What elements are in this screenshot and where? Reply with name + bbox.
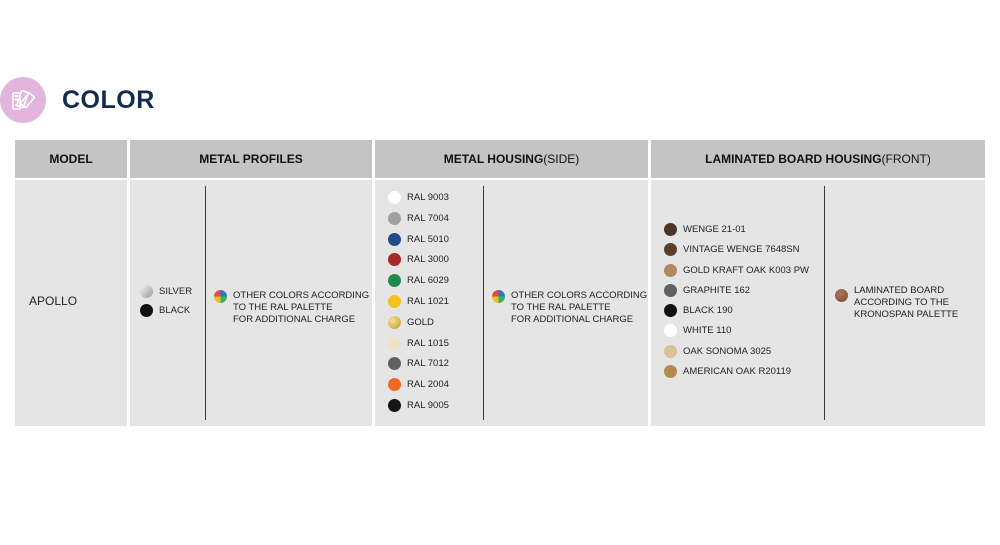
- note-line: KRONOSPAN PALETTE: [854, 309, 959, 320]
- divider: [824, 186, 825, 420]
- color-label: VINTAGE WENGE 7648SN: [683, 244, 800, 256]
- color-label: WENGE 21-01: [683, 224, 746, 235]
- note-line: TO THE RAL PALETTE: [511, 302, 611, 313]
- header-board-housing-sub: (FRONT): [881, 152, 931, 166]
- color-label: RAL 7004: [407, 212, 449, 224]
- section-header: [0, 76, 155, 124]
- color-label: GOLD: [407, 316, 434, 328]
- header-metal-housing-sub: (SIDE): [543, 152, 580, 166]
- header-metal-housing-label: METAL HOUSING: [443, 152, 544, 166]
- board-swatches: [664, 223, 809, 378]
- table-row: [15, 180, 985, 426]
- color-swatch: [140, 285, 192, 298]
- color-swatch: [388, 399, 449, 412]
- color-swatch: [388, 274, 449, 287]
- table-header-row: [15, 140, 985, 178]
- ral-palette-icon: [214, 290, 227, 303]
- header-metal-profiles-label: METAL PROFILES: [199, 152, 303, 166]
- note-line: OTHER COLORS ACCORDING: [233, 290, 370, 301]
- color-swatch: [664, 324, 809, 337]
- ral-note: [492, 290, 647, 326]
- color-swatch: [388, 253, 449, 266]
- color-label: RAL 6029: [407, 275, 449, 287]
- header-board-housing-label: LAMINATED BOARD HOUSING: [705, 152, 882, 166]
- color-swatch: [388, 212, 449, 225]
- color-label: RAL 1015: [407, 337, 449, 349]
- color-label: GRAPHITE 162: [683, 284, 751, 296]
- color-label: RAL 5010: [407, 233, 449, 245]
- color-palette-icon: [0, 77, 46, 123]
- color-dot-icon: [664, 345, 677, 358]
- color-dot-icon: [388, 337, 401, 350]
- color-dot-icon: [388, 316, 401, 329]
- header-board-housing: [651, 140, 985, 178]
- header-model-label: MODEL: [49, 152, 93, 166]
- metal-housing-cell: [375, 180, 648, 426]
- color-swatch: [664, 243, 809, 256]
- metal-profiles-cell: [130, 180, 372, 426]
- color-table: [15, 140, 985, 426]
- color-dot-icon: [664, 365, 677, 378]
- color-dot-icon: [388, 295, 401, 308]
- color-label: RAL 9005: [407, 399, 449, 411]
- color-dot-icon: [664, 264, 677, 277]
- color-swatch: [388, 295, 449, 308]
- color-swatch: [388, 378, 449, 391]
- color-dot-icon: [140, 285, 153, 298]
- divider: [483, 186, 484, 420]
- note-line: OTHER COLORS ACCORDING: [511, 290, 648, 301]
- color-swatch: [664, 284, 809, 297]
- color-label: WHITE 110: [683, 325, 732, 337]
- color-label: RAL 7012: [407, 358, 449, 370]
- color-swatch: [140, 304, 192, 317]
- metal-housing-swatches: [388, 191, 449, 412]
- note-line: FOR ADDITIONAL CHARGE: [511, 314, 634, 325]
- color-dot-icon: [388, 212, 401, 225]
- color-dot-icon: [388, 378, 401, 391]
- header-metal-profiles: [130, 140, 372, 178]
- color-swatch: [388, 357, 449, 370]
- color-swatch: [388, 233, 449, 246]
- color-dot-icon: [388, 399, 401, 412]
- color-dot-icon: [140, 304, 153, 317]
- color-swatch: [664, 223, 809, 236]
- color-swatch: [664, 365, 809, 378]
- color-dot-icon: [664, 304, 677, 317]
- header-model: [15, 140, 127, 178]
- color-dot-icon: [664, 223, 677, 236]
- color-label: GOLD KRAFT OAK K003 PW: [683, 264, 810, 276]
- color-label: BLACK 190: [683, 305, 733, 317]
- color-swatch: [664, 345, 809, 358]
- note-line: TO THE RAL PALETTE: [233, 302, 333, 313]
- color-dot-icon: [388, 233, 401, 246]
- color-label: RAL 3000: [407, 254, 449, 266]
- color-label: BLACK: [159, 305, 191, 316]
- color-dot-icon: [388, 357, 401, 370]
- model-name: APOLLO: [29, 294, 78, 308]
- color-swatch: [664, 264, 809, 277]
- metal-profiles-swatches: [140, 285, 192, 317]
- note-line: LAMINATED BOARD: [854, 285, 945, 296]
- color-dot-icon: [664, 324, 677, 337]
- color-dot-icon: [664, 284, 677, 297]
- color-swatch: [664, 304, 809, 317]
- color-label: RAL 9003: [407, 192, 449, 203]
- ral-note: [214, 290, 369, 326]
- color-label: SILVER: [159, 286, 193, 297]
- color-dot-icon: [664, 243, 677, 256]
- color-label: RAL 1021: [407, 295, 449, 307]
- color-label: OAK SONOMA 3025: [683, 345, 772, 357]
- note-line: FOR ADDITIONAL CHARGE: [233, 314, 356, 325]
- color-label: AMERICAN OAK R20119: [683, 366, 792, 378]
- page-title: COLOR: [62, 85, 155, 114]
- color-swatch: [388, 316, 449, 329]
- color-swatch: [388, 191, 449, 204]
- color-label: RAL 2004: [407, 379, 449, 391]
- wood-texture-icon: [835, 289, 848, 302]
- color-dot-icon: [388, 274, 401, 287]
- kronospan-note: [835, 285, 958, 321]
- header-metal-housing: [375, 140, 648, 178]
- divider: [205, 186, 206, 420]
- color-dot-icon: [388, 191, 401, 204]
- color-dot-icon: [388, 253, 401, 266]
- ral-palette-icon: [492, 290, 505, 303]
- model-cell: [15, 180, 127, 426]
- color-swatch: [388, 337, 449, 350]
- board-housing-cell: [651, 180, 985, 426]
- note-line: ACCORDING TO THE: [854, 297, 950, 308]
